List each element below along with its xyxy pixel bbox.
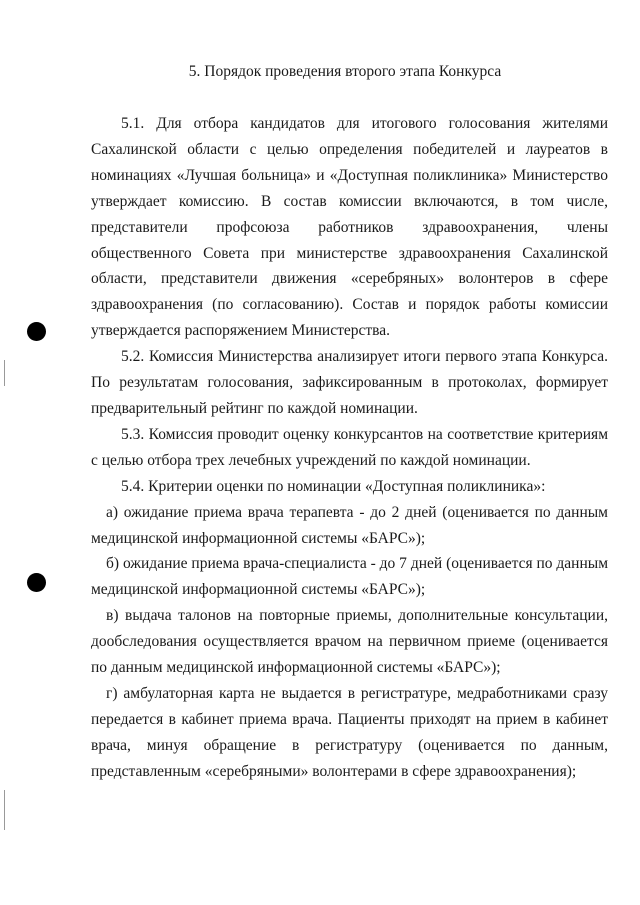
criterion-b: б) ожидание приема врача-специалиста - до 7 дней (оценивается по данным медицинской информационной системы «БАРС»); [91,555,608,599]
section-heading: 5. Порядок проведения второго этапа Конкурса [188,63,502,80]
paragraph-5-1: 5.1. Для отбора кандидатов для итогового голосования жителями Сахалинской области с целью определения победителей и лауреатов в номинациях «Лучшая больница» и «Доступная поликлиника» Министерство утверждает комиссию. В состав комиссии включаются, в том числе, представители профсоюза работников здравоохранения, члены общественного Совета при министерстве здравоохранения Сахалинской области, представители движения «серебряных» волонтеров в сфере здравоохранения (по согласованию). Состав и порядок работы комиссии утверждается распоряжением Министерства. [91,115,608,340]
punch-hole-top [27,322,46,341]
scan-margin-mark [4,790,5,830]
scan-margin-mark [4,360,5,386]
criterion-c: в) выдача талонов на повторные приемы, дополнительные консультации, дообследования осуществляется врачом на первичном приеме (оценивается по данным медицинской информационной системы «БАРС»); [91,607,608,677]
criterion-d: г) амбулаторная карта не выдается в регистратуре, медработниками сразу передается в кабинет приема врача. Пациенты приходят на прием в кабинет врача, минуя обращение в регистратуру (оценивается по данным, представленным «серебряными» волонтерами в сфере здравоохранения); [91,684,608,780]
punch-hole-bottom [27,573,46,592]
section-body [91,111,608,785]
paragraph-5-2: 5.2. Комиссия Министерства анализирует итоги первого этапа Конкурса. По результатам голосования, зафиксированным в протоколах, формирует предварительный рейтинг по каждой номинации. [91,348,608,417]
paragraph-5-4: 5.4. Критерии оценки по номинации «Доступная поликлиника»: [121,477,546,495]
criterion-a: а) ожидание приема врача терапевта - до 2 дней (оценивается по данным медицинской информационной системы «БАРС»); [91,503,608,547]
paragraph-5-3: 5.3. Комиссия проводит оценку конкурсантов на соответствие критериям с целью отбора трех лечебных учреждений по каждой номинации. [91,425,608,469]
